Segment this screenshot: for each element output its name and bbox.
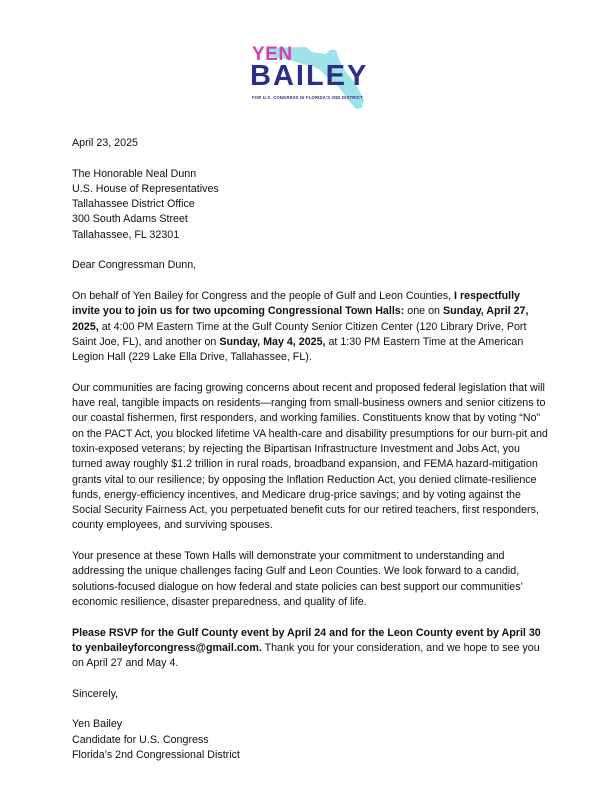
rsvp-bold: Please RSVP for the Gulf County event by April 24 and for the Leon County event by April 30 to yenbaileyforcongress@gmail.com.	[72, 626, 541, 654]
logo-tagline: FOR U.S. CONGRESS IN FLORIDA'S 2ND DISTRICT	[252, 95, 363, 100]
signer-name: Yen Bailey	[72, 718, 123, 731]
letter-body	[72, 136, 550, 778]
presence-paragraph: Your presence at these Town Halls will demonstrate your commitment to understanding and addressing the unique challenges facing Gulf and Leon Counties. We look forward to a candid, solutions-focused dialogue on how federal and state policies can best support our communities’ economic resilience, disaster preparedness, and quality of life.	[72, 550, 523, 608]
concerns-paragraph: Our communities are facing growing concerns about recent and proposed federal legislation that will have real, tangible impacts on residents—ranging from small-business owners and senior citizens to our coastal fishermen, first responders, and working families. Constituents know that by voting “No” on the PACT Act, you blocked lifetime VA health-care and disability presumptions for our burn-pit and toxin-exposed veterans; by rejecting the Bipartisan Infrastructure Investment and Jobs Act, you turned away roughly $1.2 trillion in rural roads, broadband expansion, and FEMA hazard-mitigation grants vital to our resilience; by opposing the Inflation Reduction Act, you denied climate-resilience funds, energy-efficiency incentives, and Medicare drug-price savings; and by voting against the Social Security Fairness Act, you perpetuated benefit cuts for our retired teachers, first responders, county employees, and surviving spouses.	[72, 381, 548, 532]
invitation-paragraph: On behalf of Yen Bailey for Congress and the people of Gulf and Leon Counties, I respectfully invite you to join us for two upcoming Congressional Town Halls: one on Sunday, April 27, 2025, at 4:00 PM Eastern Time at the Gulf County Senior Citizen Center (120 Library Drive, Port Saint Joe, FL), and another on Sunday, May 4, 2025, at 1:30 PM Eastern Time at the American Legion Hall (229 Lake Ella Drive, Tallahassee, FL).	[72, 289, 529, 364]
signer-title: Candidate for U.S. Congress	[72, 733, 209, 746]
salutation: Dear Congressman Dunn,	[72, 259, 197, 272]
recipient-org: U.S. House of Representatives	[72, 182, 219, 195]
signature-block	[72, 717, 550, 763]
recipient-street: 300 South Adams Street	[72, 213, 188, 226]
logo-first-name: YEN	[252, 44, 293, 65]
letter-date: April 23, 2025	[72, 137, 138, 149]
closing: Sincerely,	[72, 687, 119, 700]
logo-last-name: BAILEY	[250, 60, 369, 92]
recipient-address	[72, 167, 550, 243]
recipient-office: Tallahassee District Office	[72, 198, 195, 211]
recipient-name: The Honorable Neal Dunn	[72, 167, 197, 180]
rsvp-paragraph: Please RSVP for the Gulf County event by April 24 and for the Leon County event by April 30 to yenbaileyforcongress@gmail.com. Thank you for your consideration, and we hope to see you on April 27 and May 4.	[72, 626, 541, 670]
signer-district: Florida’s 2nd Congressional District	[72, 748, 240, 761]
recipient-city: Tallahassee, FL 32301	[72, 228, 180, 241]
campaign-logo	[246, 38, 376, 112]
